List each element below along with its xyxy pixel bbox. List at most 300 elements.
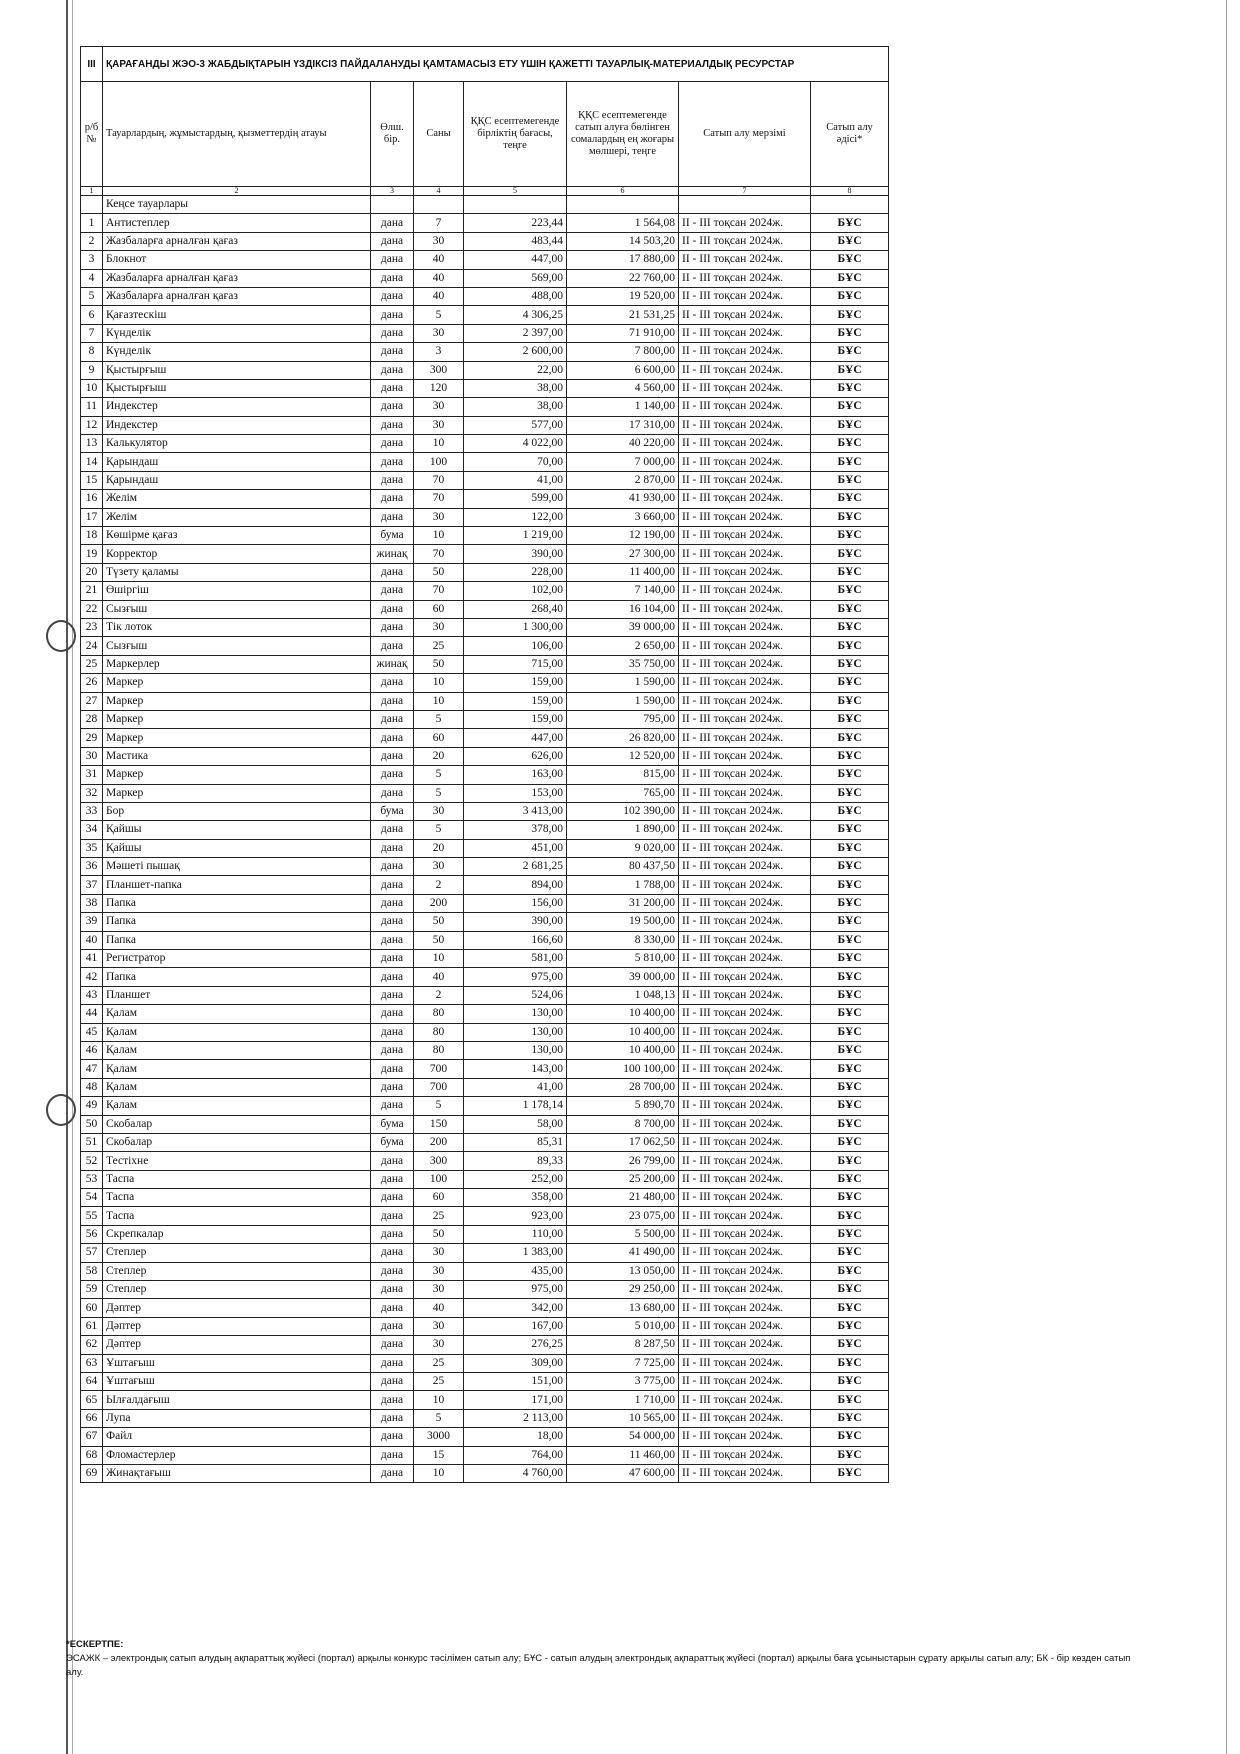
purchase-method: БҰС	[811, 802, 889, 820]
item-name: Жазбаларға арналған қағаз	[103, 287, 371, 305]
item-name: Таспа	[103, 1207, 371, 1225]
table-row	[81, 802, 889, 820]
unit: дана	[371, 986, 414, 1004]
total-amount: 102 390,00	[567, 802, 679, 820]
total-amount: 17 062,50	[567, 1133, 679, 1151]
item-name: Калькулятор	[103, 435, 371, 453]
purchase-method: БҰС	[811, 729, 889, 747]
unit-price: 447,00	[464, 729, 567, 747]
total-amount: 80 437,50	[567, 858, 679, 876]
purchase-period: II - III тоқсан 2024ж.	[679, 876, 811, 894]
row-number: 14	[81, 453, 103, 471]
row-number: 51	[81, 1133, 103, 1151]
unit: бума	[371, 527, 414, 545]
purchase-period: II - III тоқсан 2024ж.	[679, 416, 811, 434]
unit-price: 524,06	[464, 986, 567, 1004]
total-amount: 28 700,00	[567, 1078, 679, 1096]
row-number: 64	[81, 1373, 103, 1391]
unit: дана	[371, 1244, 414, 1262]
purchase-method: БҰС	[811, 398, 889, 416]
punch-hole-mark	[46, 1094, 76, 1126]
unit-price: 38,00	[464, 398, 567, 416]
table-row	[81, 784, 889, 802]
quantity: 40	[414, 269, 464, 287]
total-amount: 7 000,00	[567, 453, 679, 471]
unit-price: 451,00	[464, 839, 567, 857]
purchase-method: БҰС	[811, 379, 889, 397]
row-number: 48	[81, 1078, 103, 1096]
unit-price: 569,00	[464, 269, 567, 287]
quantity: 10	[414, 527, 464, 545]
purchase-method: БҰС	[811, 747, 889, 765]
table-row	[81, 453, 889, 471]
total-amount: 7 800,00	[567, 343, 679, 361]
unit: дана	[371, 729, 414, 747]
purchase-period: II - III тоқсан 2024ж.	[679, 1262, 811, 1280]
unit-price: 1 300,00	[464, 618, 567, 636]
item-name: Қайшы	[103, 821, 371, 839]
row-number: 31	[81, 766, 103, 784]
purchase-method: БҰС	[811, 1225, 889, 1243]
table-row	[81, 1299, 889, 1317]
unit: дана	[371, 416, 414, 434]
row-number: 2	[81, 232, 103, 250]
purchase-period: II - III тоқсан 2024ж.	[679, 931, 811, 949]
table-row	[81, 1207, 889, 1225]
unit: бума	[371, 1115, 414, 1133]
section-number: III	[81, 47, 103, 82]
purchase-period: II - III тоқсан 2024ж.	[679, 1023, 811, 1041]
table-row	[81, 1005, 889, 1023]
total-amount: 1 590,00	[567, 674, 679, 692]
quantity: 30	[414, 324, 464, 342]
table-row	[81, 876, 889, 894]
purchase-period: II - III тоқсан 2024ж.	[679, 1005, 811, 1023]
quantity: 300	[414, 1152, 464, 1170]
unit-price: 22,00	[464, 361, 567, 379]
table-row	[81, 527, 889, 545]
total-amount: 10 400,00	[567, 1005, 679, 1023]
purchase-method: БҰС	[811, 1281, 889, 1299]
item-name: Маркер	[103, 784, 371, 802]
table-row	[81, 729, 889, 747]
column-number: 4	[414, 187, 464, 196]
purchase-period: II - III тоқсан 2024ж.	[679, 490, 811, 508]
unit: дана	[371, 1281, 414, 1299]
purchase-period: II - III тоқсан 2024ж.	[679, 1391, 811, 1409]
purchase-method: БҰС	[811, 876, 889, 894]
total-amount: 41 930,00	[567, 490, 679, 508]
binding-margin-line	[66, 0, 68, 1754]
purchase-period: II - III тоқсан 2024ж.	[679, 379, 811, 397]
total-amount: 5 810,00	[567, 950, 679, 968]
total-amount: 7 725,00	[567, 1354, 679, 1372]
purchase-period: II - III тоқсан 2024ж.	[679, 324, 811, 342]
purchase-method: БҰС	[811, 416, 889, 434]
total-amount: 1 140,00	[567, 398, 679, 416]
purchase-period: II - III тоқсан 2024ж.	[679, 784, 811, 802]
item-name: Желім	[103, 508, 371, 526]
unit-price: 309,00	[464, 1354, 567, 1372]
purchase-period: II - III тоқсан 2024ж.	[679, 802, 811, 820]
table-row	[81, 637, 889, 655]
row-number: 68	[81, 1446, 103, 1464]
unit: дана	[371, 618, 414, 636]
quantity: 70	[414, 490, 464, 508]
total-amount: 9 020,00	[567, 839, 679, 857]
table-row	[81, 600, 889, 618]
unit-price: 923,00	[464, 1207, 567, 1225]
purchase-period: II - III тоқсан 2024ж.	[679, 1373, 811, 1391]
total-amount: 39 000,00	[567, 968, 679, 986]
unit-price: 268,40	[464, 600, 567, 618]
purchase-period: II - III тоқсан 2024ж.	[679, 1133, 811, 1151]
purchase-period: II - III тоқсан 2024ж.	[679, 858, 811, 876]
total-amount: 1 048,13	[567, 986, 679, 1004]
purchase-period: II - III тоқсан 2024ж.	[679, 1078, 811, 1096]
unit-price: 1 178,14	[464, 1097, 567, 1115]
purchase-period: II - III тоқсан 2024ж.	[679, 1464, 811, 1482]
row-number: 37	[81, 876, 103, 894]
unit: дана	[371, 1428, 414, 1446]
quantity: 50	[414, 931, 464, 949]
purchase-period: II - III тоқсан 2024ж.	[679, 398, 811, 416]
row-number: 5	[81, 287, 103, 305]
quantity: 25	[414, 1354, 464, 1372]
quantity: 30	[414, 398, 464, 416]
item-name: Жазбаларға арналған қағаз	[103, 232, 371, 250]
table-row	[81, 766, 889, 784]
column-number: 7	[679, 187, 811, 196]
quantity: 15	[414, 1446, 464, 1464]
unit-price: 3 413,00	[464, 802, 567, 820]
item-name: Күнделік	[103, 343, 371, 361]
quantity: 30	[414, 858, 464, 876]
unit-price: 1 383,00	[464, 1244, 567, 1262]
column-number: 5	[464, 187, 567, 196]
column-number: 2	[103, 187, 371, 196]
total-amount: 31 200,00	[567, 894, 679, 912]
unit-price: 85,31	[464, 1133, 567, 1151]
total-amount: 40 220,00	[567, 435, 679, 453]
quantity: 100	[414, 1170, 464, 1188]
purchase-method: БҰС	[811, 968, 889, 986]
unit-price: 156,00	[464, 894, 567, 912]
header-method: Сатып алу әдісі*	[811, 82, 889, 187]
table-row	[81, 1133, 889, 1151]
table-row	[81, 1225, 889, 1243]
quantity: 70	[414, 545, 464, 563]
item-name: Тік лоток	[103, 618, 371, 636]
purchase-method: БҰС	[811, 251, 889, 269]
unit: дана	[371, 1023, 414, 1041]
total-amount: 13 680,00	[567, 1299, 679, 1317]
row-number: 61	[81, 1317, 103, 1335]
purchase-method: БҰС	[811, 563, 889, 581]
item-name: Жинақтағыш	[103, 1464, 371, 1482]
unit: дана	[371, 876, 414, 894]
group-label: Кеңсе тауарлары	[103, 196, 371, 214]
item-name: Индекстер	[103, 416, 371, 434]
section-title-row	[81, 47, 889, 82]
purchase-method: БҰС	[811, 637, 889, 655]
item-name: Ұштағыш	[103, 1354, 371, 1372]
purchase-period: II - III тоқсан 2024ж.	[679, 251, 811, 269]
unit: дана	[371, 232, 414, 250]
purchase-method: БҰС	[811, 527, 889, 545]
unit: дана	[371, 747, 414, 765]
footnote	[66, 1638, 1146, 1680]
row-number: 13	[81, 435, 103, 453]
purchase-period: II - III тоқсан 2024ж.	[679, 1317, 811, 1335]
quantity: 40	[414, 251, 464, 269]
item-name: Таспа	[103, 1170, 371, 1188]
row-number: 62	[81, 1336, 103, 1354]
unit: дана	[371, 563, 414, 581]
total-amount: 10 565,00	[567, 1409, 679, 1427]
unit-price: 599,00	[464, 490, 567, 508]
unit-price: 488,00	[464, 287, 567, 305]
purchase-period: II - III тоқсан 2024ж.	[679, 600, 811, 618]
row-number: 32	[81, 784, 103, 802]
unit: дана	[371, 1225, 414, 1243]
binding-margin-line-inner	[72, 0, 73, 1754]
quantity: 10	[414, 1391, 464, 1409]
unit: дана	[371, 1409, 414, 1427]
total-amount: 26 799,00	[567, 1152, 679, 1170]
quantity: 5	[414, 784, 464, 802]
purchase-period: II - III тоқсан 2024ж.	[679, 747, 811, 765]
quantity: 2	[414, 876, 464, 894]
quantity: 25	[414, 637, 464, 655]
unit: дана	[371, 306, 414, 324]
purchase-method: БҰС	[811, 710, 889, 728]
row-number: 36	[81, 858, 103, 876]
quantity: 700	[414, 1060, 464, 1078]
unit-price: 153,00	[464, 784, 567, 802]
unit: дана	[371, 839, 414, 857]
unit-price: 581,00	[464, 950, 567, 968]
unit: дана	[371, 710, 414, 728]
row-number: 20	[81, 563, 103, 581]
row-number: 50	[81, 1115, 103, 1133]
table-row	[81, 1373, 889, 1391]
quantity: 200	[414, 1133, 464, 1151]
unit-price: 2 397,00	[464, 324, 567, 342]
quantity: 20	[414, 839, 464, 857]
unit: дана	[371, 1299, 414, 1317]
quantity: 5	[414, 821, 464, 839]
total-amount: 5 500,00	[567, 1225, 679, 1243]
unit: дана	[371, 1464, 414, 1482]
total-amount: 4 560,00	[567, 379, 679, 397]
unit-price: 70,00	[464, 453, 567, 471]
unit-price: 89,33	[464, 1152, 567, 1170]
purchase-period: II - III тоқсан 2024ж.	[679, 435, 811, 453]
quantity: 30	[414, 1281, 464, 1299]
unit-price: 106,00	[464, 637, 567, 655]
quantity: 30	[414, 508, 464, 526]
unit: дана	[371, 453, 414, 471]
item-name: Скобалар	[103, 1133, 371, 1151]
table-row	[81, 361, 889, 379]
item-name: Корректор	[103, 545, 371, 563]
table-row	[81, 1060, 889, 1078]
unit: дана	[371, 398, 414, 416]
table-row	[81, 545, 889, 563]
purchase-period: II - III тоқсан 2024ж.	[679, 287, 811, 305]
purchase-period: II - III тоқсан 2024ж.	[679, 306, 811, 324]
group-row	[81, 196, 889, 214]
row-number: 52	[81, 1152, 103, 1170]
quantity: 3	[414, 343, 464, 361]
item-name: Қарындаш	[103, 453, 371, 471]
table-row	[81, 931, 889, 949]
unit-price: 130,00	[464, 1041, 567, 1059]
quantity: 30	[414, 1244, 464, 1262]
unit-price: 894,00	[464, 876, 567, 894]
purchase-period: II - III тоқсан 2024ж.	[679, 269, 811, 287]
table-row	[81, 1336, 889, 1354]
total-amount: 35 750,00	[567, 655, 679, 673]
unit: дана	[371, 766, 414, 784]
table-row	[81, 1464, 889, 1482]
total-amount: 11 460,00	[567, 1446, 679, 1464]
row-number: 27	[81, 692, 103, 710]
table-row	[81, 232, 889, 250]
row-number: 33	[81, 802, 103, 820]
total-amount: 1 788,00	[567, 876, 679, 894]
unit: дана	[371, 1041, 414, 1059]
unit-price: 2 600,00	[464, 343, 567, 361]
unit: жинақ	[371, 545, 414, 563]
total-amount: 22 760,00	[567, 269, 679, 287]
table-row	[81, 674, 889, 692]
purchase-method: БҰС	[811, 471, 889, 489]
item-name: Қыстырғыш	[103, 379, 371, 397]
quantity: 120	[414, 379, 464, 397]
unit-price: 38,00	[464, 379, 567, 397]
table-row	[81, 655, 889, 673]
row-number: 19	[81, 545, 103, 563]
purchase-method: БҰС	[811, 766, 889, 784]
row-number: 39	[81, 913, 103, 931]
table-row	[81, 710, 889, 728]
unit: бума	[371, 802, 414, 820]
item-name: Ұштағыш	[103, 1373, 371, 1391]
row-number: 65	[81, 1391, 103, 1409]
unit-price: 4 760,00	[464, 1464, 567, 1482]
table-row	[81, 508, 889, 526]
table-row	[81, 435, 889, 453]
unit: дана	[371, 582, 414, 600]
unit: дана	[371, 287, 414, 305]
quantity: 50	[414, 563, 464, 581]
purchase-method: БҰС	[811, 1060, 889, 1078]
table-row	[81, 563, 889, 581]
item-name: Скобалар	[103, 1115, 371, 1133]
quantity: 10	[414, 950, 464, 968]
purchase-period: II - III тоқсан 2024ж.	[679, 214, 811, 232]
resources-table	[80, 46, 889, 1483]
row-number: 29	[81, 729, 103, 747]
table-row	[81, 968, 889, 986]
total-amount: 29 250,00	[567, 1281, 679, 1299]
purchase-method: БҰС	[811, 1041, 889, 1059]
row-number: 54	[81, 1189, 103, 1207]
purchase-method: БҰС	[811, 986, 889, 1004]
table-row	[81, 398, 889, 416]
quantity: 200	[414, 894, 464, 912]
purchase-period: II - III тоқсан 2024ж.	[679, 1428, 811, 1446]
header-qty: Саны	[414, 82, 464, 187]
item-name: Папка	[103, 894, 371, 912]
unit: дана	[371, 931, 414, 949]
unit: дана	[371, 490, 414, 508]
row-number: 66	[81, 1409, 103, 1427]
row-number: 18	[81, 527, 103, 545]
header-total: ҚҚС есептемегенде сатып алуға бөлінген сомалардың ең жоғары мөлшері, теңге	[567, 82, 679, 187]
total-amount: 25 200,00	[567, 1170, 679, 1188]
purchase-period: II - III тоқсан 2024ж.	[679, 1446, 811, 1464]
quantity: 10	[414, 674, 464, 692]
purchase-period: II - III тоқсан 2024ж.	[679, 1354, 811, 1372]
table-row	[81, 251, 889, 269]
unit: дана	[371, 1097, 414, 1115]
quantity: 30	[414, 802, 464, 820]
purchase-method: БҰС	[811, 214, 889, 232]
row-number: 15	[81, 471, 103, 489]
purchase-method: БҰС	[811, 1428, 889, 1446]
purchase-period: II - III тоқсан 2024ж.	[679, 471, 811, 489]
row-number: 56	[81, 1225, 103, 1243]
purchase-period: II - III тоқсан 2024ж.	[679, 913, 811, 931]
unit-price: 358,00	[464, 1189, 567, 1207]
footnote-title: *ЕСКЕРТПЕ:	[66, 1639, 124, 1650]
quantity: 60	[414, 600, 464, 618]
item-name: Папка	[103, 913, 371, 931]
quantity: 25	[414, 1207, 464, 1225]
unit-price: 223,44	[464, 214, 567, 232]
item-name: Желім	[103, 490, 371, 508]
table-row	[81, 1097, 889, 1115]
quantity: 7	[414, 214, 464, 232]
row-number: 53	[81, 1170, 103, 1188]
purchase-method: БҰС	[811, 490, 889, 508]
purchase-period: II - III тоқсан 2024ж.	[679, 674, 811, 692]
unit-price: 171,00	[464, 1391, 567, 1409]
unit: дана	[371, 1373, 414, 1391]
item-name: Лупа	[103, 1409, 371, 1427]
table-row	[81, 582, 889, 600]
unit: дана	[371, 1005, 414, 1023]
header-name: Тауарлардың, жұмыстардың, қызметтердің атауы	[103, 82, 371, 187]
quantity: 100	[414, 453, 464, 471]
quantity: 30	[414, 1317, 464, 1335]
purchase-period: II - III тоқсан 2024ж.	[679, 343, 811, 361]
row-number: 26	[81, 674, 103, 692]
purchase-period: II - III тоқсан 2024ж.	[679, 986, 811, 1004]
unit: дана	[371, 379, 414, 397]
purchase-method: БҰС	[811, 1078, 889, 1096]
item-name: Мәшеті пышақ	[103, 858, 371, 876]
purchase-method: БҰС	[811, 361, 889, 379]
table-row	[81, 894, 889, 912]
quantity: 10	[414, 1464, 464, 1482]
item-name: Маркер	[103, 674, 371, 692]
total-amount: 10 400,00	[567, 1041, 679, 1059]
purchase-method: БҰС	[811, 1170, 889, 1188]
